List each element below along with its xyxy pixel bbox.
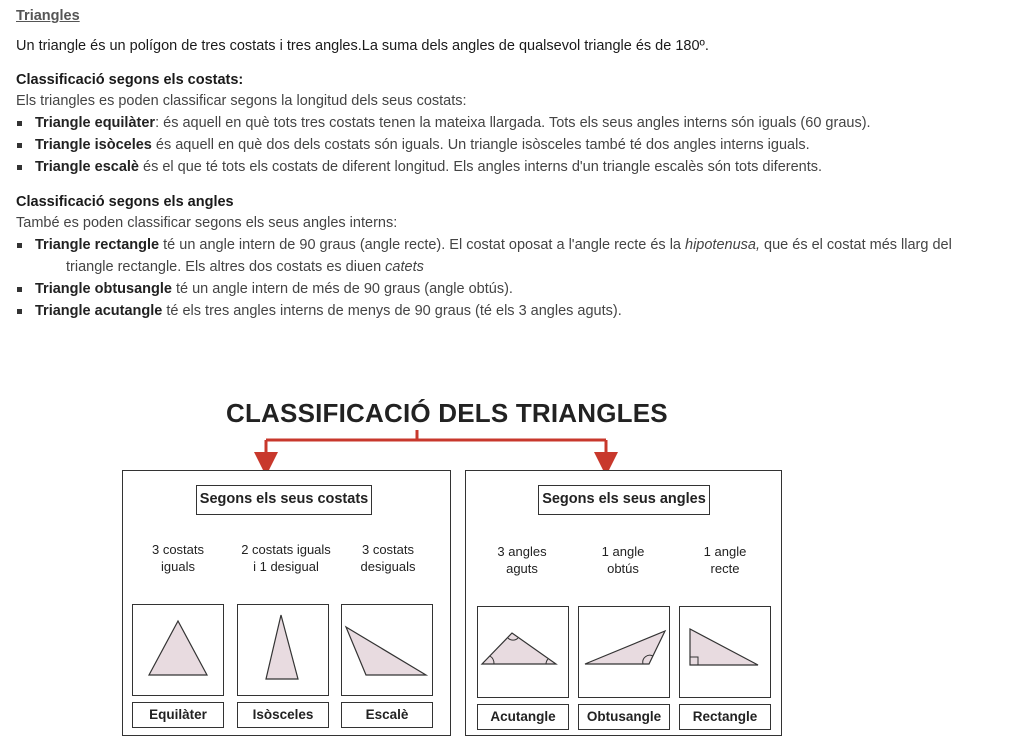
scalene-triangle bbox=[342, 605, 432, 695]
term: Triangle isòceles bbox=[35, 137, 152, 153]
definition: que és el costat més llarg del bbox=[760, 237, 952, 253]
acute-name: Acutangle bbox=[477, 704, 569, 730]
category-label: 1 angle recte bbox=[703, 544, 747, 576]
term: Triangle acutangle bbox=[35, 303, 163, 319]
equilateral-triangle bbox=[133, 605, 223, 695]
list-item bbox=[16, 156, 1016, 178]
angles-list bbox=[16, 234, 1016, 322]
hypotenuse-term: hipotenusa, bbox=[685, 237, 760, 253]
scalene-figure bbox=[341, 604, 433, 696]
right-triangle bbox=[680, 607, 770, 697]
angles-description: També es poden classificar segons els seus angles interns: bbox=[16, 215, 398, 231]
isosceles-triangle bbox=[238, 605, 328, 695]
acute-figure bbox=[477, 606, 569, 698]
catets-term: catets bbox=[385, 259, 424, 275]
right-figure bbox=[679, 606, 771, 698]
sides-description: Els triangles es poden classificar segons la longitud dels seus costats: bbox=[16, 93, 467, 109]
term: Triangle escalè bbox=[35, 159, 139, 175]
angles-heading: Classificació segons els angles bbox=[16, 194, 234, 210]
list-item bbox=[16, 134, 1016, 156]
definition: té un angle intern de més de 90 graus (angle obtús). bbox=[171, 281, 513, 297]
scalene-name: Escalè bbox=[341, 702, 433, 728]
isosceles-name: Isòsceles bbox=[237, 702, 329, 728]
definition: : és aquell en què tots tres costats tenen la mateixa llargada. Tots els seus angles interns són iguals (60 graus). bbox=[155, 115, 871, 131]
obtuse-triangle bbox=[579, 607, 669, 697]
equilateral-name: Equilàter bbox=[132, 702, 224, 728]
definition: és aquell en què dos dels costats són iguals. Un triangle isòsceles també té dos angles interns iguals. bbox=[151, 137, 810, 153]
right-name: Rectangle bbox=[679, 704, 771, 730]
list-item bbox=[16, 300, 1016, 322]
page-title: Triangles bbox=[16, 8, 80, 24]
acute-triangle bbox=[478, 607, 568, 697]
equilateral-figure bbox=[132, 604, 224, 696]
definition: té un angle intern de 90 graus (angle recte). El costat oposat a l'angle recte és la bbox=[159, 237, 686, 253]
category-label: 2 costats iguals i 1 desigual bbox=[241, 542, 331, 574]
diagram-title: CLASSIFICACIÓ DELS TRIANGLES bbox=[226, 398, 668, 428]
category-label: 3 angles aguts bbox=[497, 544, 547, 576]
triangle-classification-diagram bbox=[120, 398, 780, 748]
isosceles-figure bbox=[237, 604, 329, 696]
term: Triangle rectangle bbox=[35, 237, 160, 253]
obtuse-figure bbox=[578, 606, 670, 698]
list-item bbox=[16, 278, 1016, 300]
list-item bbox=[16, 234, 1016, 278]
sides-heading-box: Segons els seus costats bbox=[196, 485, 372, 515]
category-label: 3 costats desiguals bbox=[360, 542, 416, 574]
obtuse-name: Obtusangle bbox=[578, 704, 670, 730]
category-label: 1 angle obtús bbox=[601, 544, 645, 576]
sides-list bbox=[16, 112, 1016, 178]
definition: té els tres angles interns de menys de 90 graus (té els 3 angles aguts). bbox=[162, 303, 622, 319]
term: Triangle equilàter bbox=[35, 115, 156, 131]
list-item bbox=[16, 112, 1016, 134]
definition: és el que té tots els costats de diferent longitud. Els angles interns d'un triangle escalès són tots diferents. bbox=[138, 159, 823, 175]
angles-heading-box: Segons els seus angles bbox=[538, 485, 710, 515]
category-label: 3 costats iguals bbox=[151, 542, 205, 574]
term: Triangle obtusangle bbox=[35, 281, 172, 297]
intro-paragraph: Un triangle és un polígon de tres costats i tres angles.La suma dels angles de qualsevol triangle és de 180º. bbox=[16, 38, 709, 54]
definition: triangle rectangle. Els altres dos costats es diuen bbox=[66, 259, 386, 275]
sides-heading: Classificació segons els costats: bbox=[16, 72, 244, 88]
document-body bbox=[16, 6, 1016, 336]
definition-continued bbox=[35, 256, 1016, 278]
